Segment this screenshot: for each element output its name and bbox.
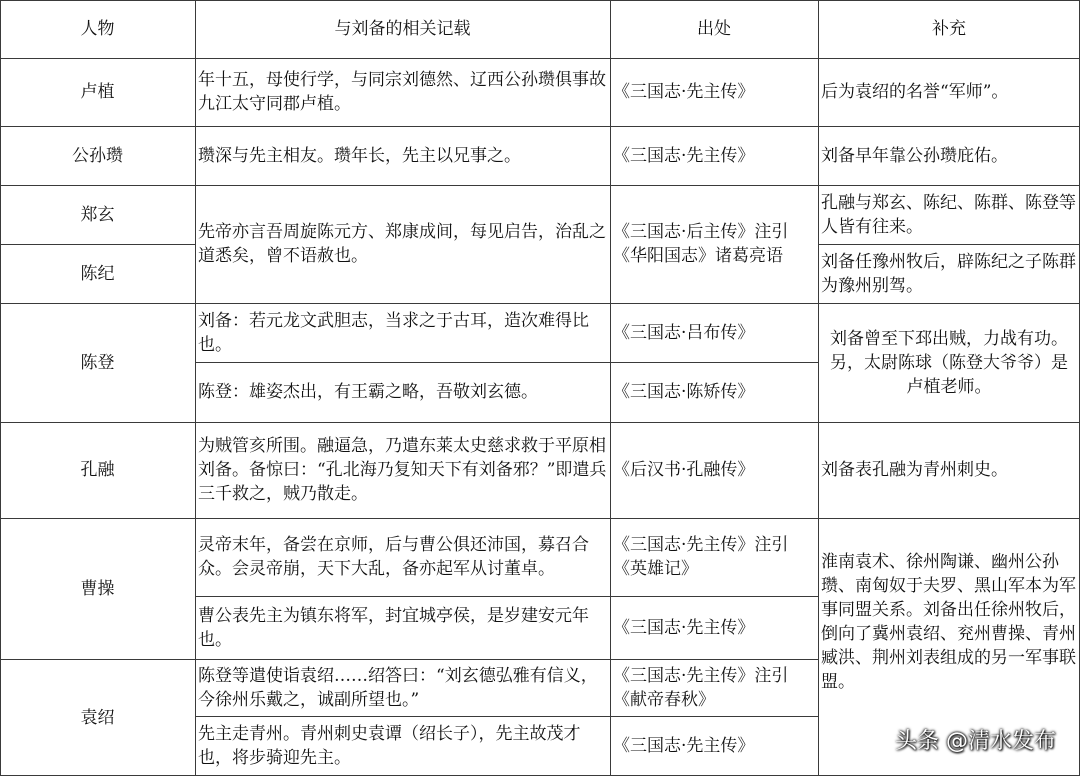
record-zhengxuan-chenji: 先帝亦言吾周旋陈元方、郑康成间，每见启告，治乱之道悉矣，曾不语赦也。 [198,222,606,266]
record-caocao-a: 灵帝末年，备尝在京师，后与曹公俱还沛国，募召合众。会灵帝崩，天下大乱，备亦起军从讨董卓。 [198,535,589,579]
person-gongsunzan: 公孙瓒 [72,145,123,166]
person-chenji: 陈纪 [80,263,115,284]
person-caocao: 曹操 [80,578,115,599]
note-zhengxuan: 孔融与郑玄、陈纪、陈群、陈登等人皆有往来。 [821,192,1076,237]
record-caocao-b: 曹公表先主为镇东将军，封宜城亭侯，是岁建安元年也。 [198,605,589,650]
person-chendeng: 陈登 [80,352,115,373]
source-chendeng-a: 《三国志·吕布传》 [613,322,755,343]
source-luzhi: 《三国志·先主传》 [613,82,755,102]
source-gongsunzan: 《三国志·先主传》 [613,145,755,166]
source-yuanshao-a: 《三国志·先主传》注引《献帝春秋》 [613,665,789,710]
source-chendeng-b: 《三国志·陈矫传》 [613,382,755,402]
note-chendeng: 刘备曾至下邳出贼，力战有功。另，太尉陈球（陈登大爷爷）是卢植老师。 [830,328,1068,397]
header-source: 出处 [697,19,731,39]
record-yuanshao-b: 先主走青州。青州刺史袁谭（绍长子），先主故茂才也，将步骑迎先主。 [198,724,581,768]
watermark: 头条 @清水发布 [895,729,1056,754]
source-caocao-b: 《三国志·先主传》 [613,617,755,638]
record-gongsunzan: 瓒深与先主相友。瓒年长，先主以兄事之。 [198,145,521,166]
source-zhengxuan-chenji: 《三国志·后主传》注引《华阳国志》诸葛亮语 [613,222,789,266]
note-kongrong: 刘备表孔融为青州刺史。 [821,460,1008,480]
person-zhengxuan: 郑玄 [80,204,115,225]
note-caocao-yuanshao: 淮南袁术、徐州陶谦、幽州公孙瓒、南匈奴于夫罗、黑山军本为军事同盟关系。刘备出任徐州牧后，倒向了冀州袁绍、兖州曹操、青州臧洪、荆州刘表组成的另一军事联盟。 [821,552,1076,692]
header-note: 补充 [932,19,966,39]
source-yuanshao-b: 《三国志·先主传》 [613,736,755,756]
record-luzhi: 年十五，母使行学，与同宗刘德然、辽西公孙瓒俱事故九江太守同郡卢植。 [198,70,606,114]
note-luzhi: 后为袁绍的名誉“军师”。 [821,82,1009,102]
header-person: 人物 [80,19,115,39]
header-record: 与刘备的相关记载 [334,19,471,39]
record-kongrong: 为贼管亥所围。融逼急，乃遣东莱太史慈求救于平原相刘备。备惊曰：“孔北海乃复知天下有刘备邪？”即遣兵三千救之，贼乃散走。 [198,436,607,504]
record-chendeng-a: 刘备：若元龙文武胆志，当求之于古耳，造次难得比也。 [198,310,589,355]
person-yuanshao: 袁绍 [80,707,115,728]
note-gongsunzan: 刘备早年靠公孙瓒庇佑。 [821,145,1008,166]
person-luzhi: 卢植 [80,82,115,102]
record-chendeng-b: 陈登：雄姿杰出，有王霸之略，吾敬刘玄德。 [198,382,538,402]
source-caocao-a: 《三国志·先主传》注引《英雄记》 [613,535,789,579]
source-kongrong: 《后汉书·孔融传》 [613,460,755,480]
person-kongrong: 孔融 [80,460,115,480]
note-chenji: 刘备任豫州牧后，辟陈纪之子陈群为豫州别驾。 [821,251,1076,296]
record-yuanshao-a: 陈登等遣使诣袁绍……绍答曰：“刘玄德弘雅有信义，今徐州乐戴之，诚副所望也。” [198,665,598,710]
